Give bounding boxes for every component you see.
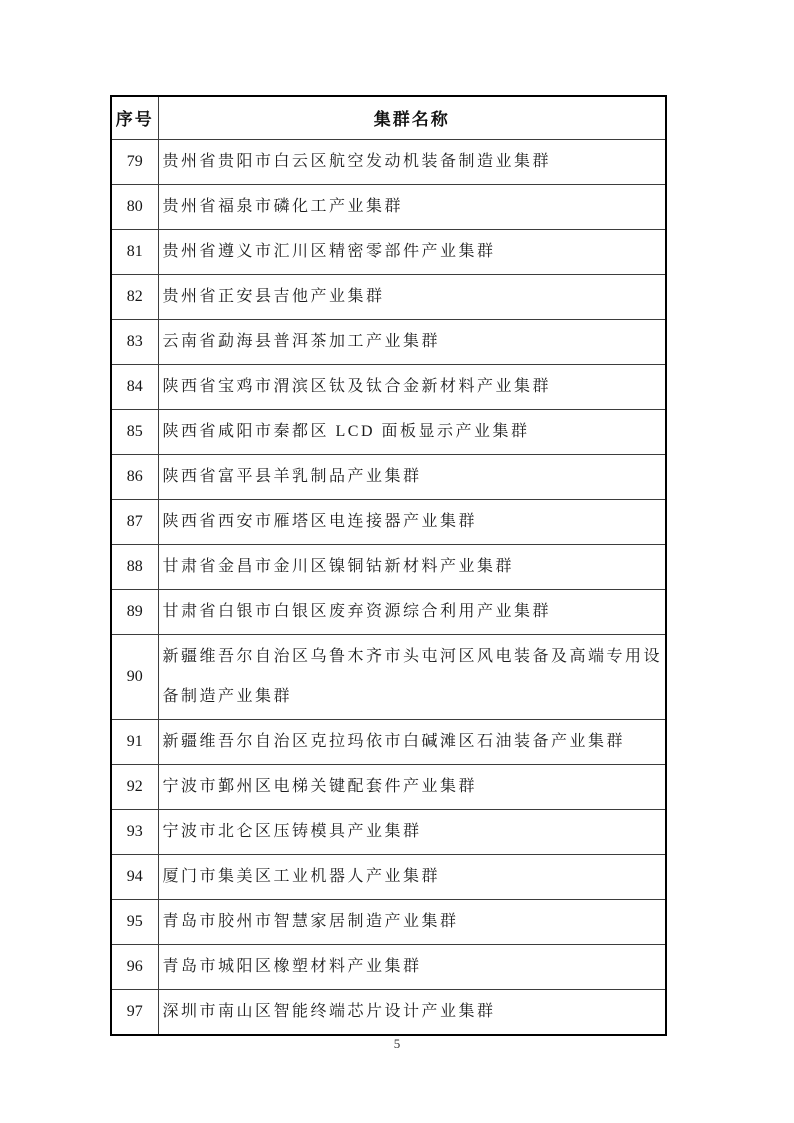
- row-index: 82: [111, 274, 158, 319]
- cluster-name: 青岛市城阳区橡塑材料产业集群: [158, 944, 666, 989]
- table-row: [111, 764, 666, 809]
- row-index: 86: [111, 454, 158, 499]
- cluster-name: 甘肃省金昌市金川区镍铜钴新材料产业集群: [158, 544, 666, 589]
- table-row: [111, 274, 666, 319]
- table-row: [111, 139, 666, 184]
- table-row: [111, 454, 666, 499]
- row-index: 89: [111, 589, 158, 634]
- table-header-row: [111, 96, 666, 139]
- cluster-name: 厦门市集美区工业机器人产业集群: [158, 854, 666, 899]
- table-row: [111, 944, 666, 989]
- table-row: [111, 899, 666, 944]
- row-index: 92: [111, 764, 158, 809]
- cluster-name: 云南省勐海县普洱茶加工产业集群: [158, 319, 666, 364]
- table-row: [111, 589, 666, 634]
- row-index: 95: [111, 899, 158, 944]
- table-row: [111, 499, 666, 544]
- row-index: 90: [111, 634, 158, 719]
- table-row: [111, 319, 666, 364]
- table-row: [111, 184, 666, 229]
- cluster-name: 陕西省宝鸡市渭滨区钛及钛合金新材料产业集群: [158, 364, 666, 409]
- cluster-name: 陕西省咸阳市秦都区 LCD 面板显示产业集群: [158, 409, 666, 454]
- cluster-name: 青岛市胶州市智慧家居制造产业集群: [158, 899, 666, 944]
- cluster-name: 陕西省富平县羊乳制品产业集群: [158, 454, 666, 499]
- cluster-name: 新疆维吾尔自治区克拉玛依市白碱滩区石油装备产业集群: [158, 719, 666, 764]
- cluster-name: 贵州省福泉市磷化工产业集群: [158, 184, 666, 229]
- row-index: 80: [111, 184, 158, 229]
- header-index: 序号: [111, 96, 158, 139]
- cluster-table-container: [110, 95, 667, 1036]
- cluster-name: 贵州省正安县吉他产业集群: [158, 274, 666, 319]
- header-cluster-name: 集群名称: [158, 96, 666, 139]
- table-row: [111, 989, 666, 1035]
- cluster-name: 新疆维吾尔自治区乌鲁木齐市头屯河区风电装备及高端专用设备制造产业集群: [158, 634, 666, 719]
- table-row: [111, 719, 666, 764]
- cluster-name: 贵州省贵阳市白云区航空发动机装备制造业集群: [158, 139, 666, 184]
- table-row: [111, 809, 666, 854]
- cluster-name: 甘肃省白银市白银区废弃资源综合利用产业集群: [158, 589, 666, 634]
- table-row: [111, 854, 666, 899]
- table-row: [111, 544, 666, 589]
- table-row: [111, 634, 666, 719]
- row-index: 96: [111, 944, 158, 989]
- cluster-name: 深圳市南山区智能终端芯片设计产业集群: [158, 989, 666, 1035]
- table-row: [111, 229, 666, 274]
- cluster-name: 陕西省西安市雁塔区电连接器产业集群: [158, 499, 666, 544]
- row-index: 93: [111, 809, 158, 854]
- cluster-name: 宁波市北仑区压铸模具产业集群: [158, 809, 666, 854]
- cluster-name: 贵州省遵义市汇川区精密零部件产业集群: [158, 229, 666, 274]
- row-index: 91: [111, 719, 158, 764]
- row-index: 79: [111, 139, 158, 184]
- row-index: 88: [111, 544, 158, 589]
- row-index: 85: [111, 409, 158, 454]
- cluster-table: [110, 95, 667, 1036]
- row-index: 97: [111, 989, 158, 1035]
- row-index: 94: [111, 854, 158, 899]
- row-index: 83: [111, 319, 158, 364]
- row-index: 87: [111, 499, 158, 544]
- cluster-name: 宁波市鄞州区电梯关键配套件产业集群: [158, 764, 666, 809]
- table-row: [111, 409, 666, 454]
- row-index: 81: [111, 229, 158, 274]
- table-row: [111, 364, 666, 409]
- page-number: 5: [393, 1036, 401, 1051]
- row-index: 84: [111, 364, 158, 409]
